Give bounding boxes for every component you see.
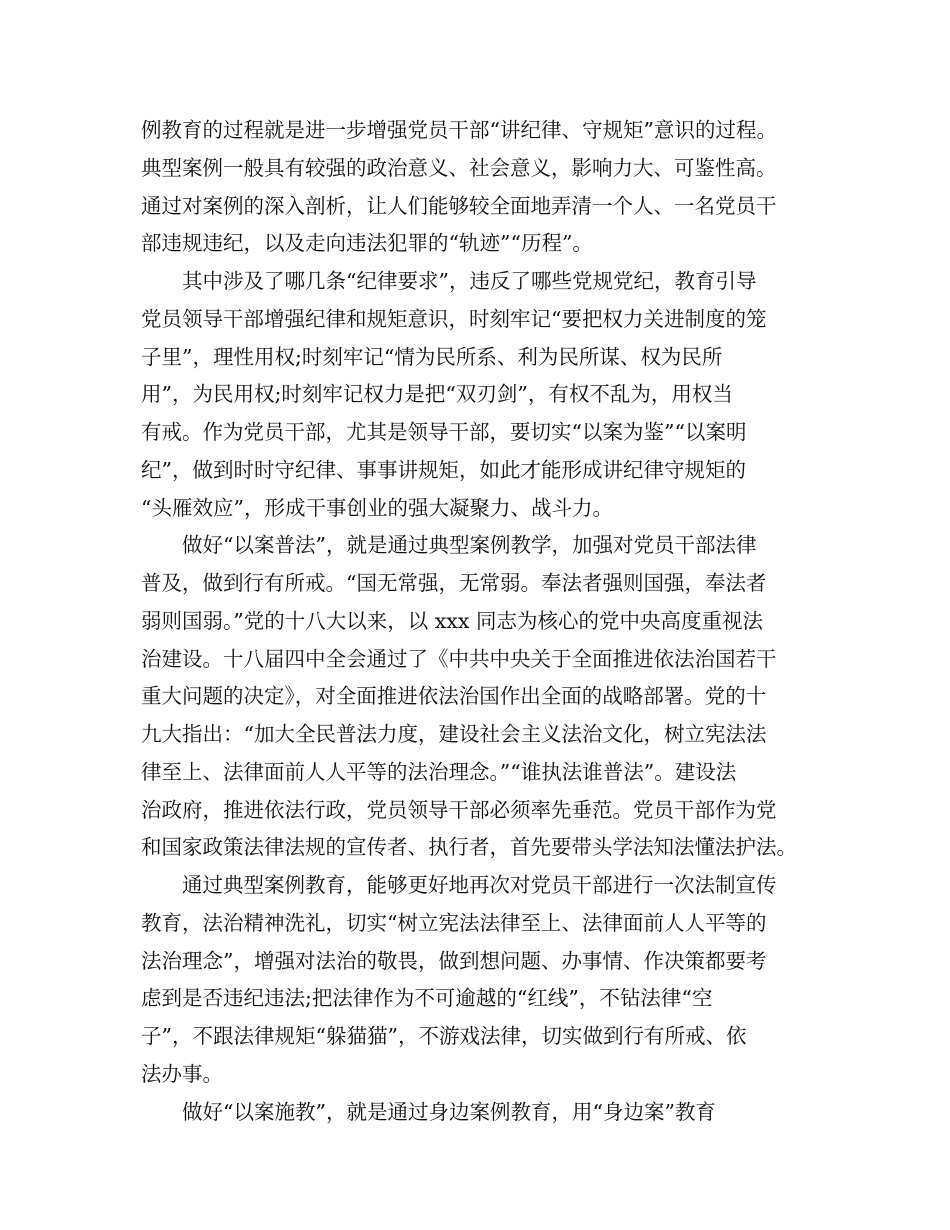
- text-line: 普及，做到行有所戒。“国无常强，无常弱。奉法者强则国强，奉法者: [141, 571, 767, 595]
- text-line: 子里”，理性用权;时刻牢记“情为民所系、利为民所谋、权为民所: [141, 344, 723, 369]
- text-line: 纪”，做到时时守纪律、事事讲规矩，如此才能形成讲纪律守规矩的: [141, 457, 746, 482]
- text-line: 其中涉及了哪几条“纪律要求”，违反了哪些党规党纪，教育引导: [182, 269, 757, 293]
- text-line: 有戒。作为党员干部，尤其是领导干部，要切实“以案为鉴”“以案明: [141, 420, 747, 444]
- text-line: 用”，为民用权;时刻牢记权力是把“双刃剑”，有权不乱为，用权当: [141, 382, 733, 407]
- document-body: [141, 112, 841, 1131]
- text-line: 治建设。十八届四中全会通过了《中共中央关于全面推进依法治国若干: [141, 646, 777, 671]
- text-line: 部违规违纪，以及走向违法犯罪的“轨迹”“历程”。: [141, 231, 593, 256]
- text-line: 法办事。: [141, 1061, 223, 1086]
- text-line: 法治理念”，增强对法治的敬畏，做到想问题、办事情、作决策都要考: [141, 948, 767, 973]
- text-line: 虑到是否违纪违法;把法律作为不可逾越的“红线”，不钻法律“空: [141, 986, 713, 1011]
- text-line: 子”，不跟法律规矩“躲猫猫”，不游戏法律，切实做到行有所戒、依: [141, 1024, 747, 1048]
- text-line: 弱则国弱。”党的十八大以来，以 xxx 同志为核心的党中央高度重视法: [141, 608, 763, 633]
- text-line: 党员领导干部增强纪律和规矩意识，时刻牢记“要把权力关进制度的笼: [141, 306, 767, 331]
- text-line: 重大问题的决定》，对全面推进依法治国作出全面的战略部署。党的十: [141, 684, 767, 709]
- text-line: 和国家政策法律法规的宣传者、执行者，首先要带头学法知法懂法护法。: [141, 835, 797, 860]
- text-line: 治政府，推进依法行政，党员领导干部必须率先垂范。党员干部作为党: [141, 797, 777, 822]
- text-line: 典型案例一般具有较强的政治意义、社会意义，影响力大、可鉴性高。: [141, 155, 777, 180]
- text-line: 教育，法治精神洗礼，切实“树立宪法法律至上、法律面前人人平等的: [141, 910, 767, 935]
- text-line: 九大指出：“加大全民普法力度，建设社会主义法治文化，树立宪法法: [141, 722, 767, 746]
- text-line: 律至上、法律面前人人平等的法治理念。”“谁执法谁普法”。建设法: [141, 759, 737, 784]
- text-line: “头雁效应”，形成干事创业的强大凝聚力、战斗力。: [141, 495, 613, 520]
- text-line: 做好“以案普法”，就是通过典型案例教学，加强对党员干部法律: [182, 533, 757, 558]
- text-line: 例教育的过程就是进一步增强党员干部“讲纪律、守规矩”意识的过程。: [141, 118, 777, 142]
- text-line: 通过典型案例教育，能够更好地再次对党员干部进行一次法制宣传: [182, 873, 777, 897]
- text-line: 通过对案例的深入剖析，让人们能够较全面地弄清一个人、一名党员干: [141, 193, 777, 218]
- text-line: 做好“以案施教”，就是通过身边案例教育，用“身边案”教育: [182, 1099, 716, 1124]
